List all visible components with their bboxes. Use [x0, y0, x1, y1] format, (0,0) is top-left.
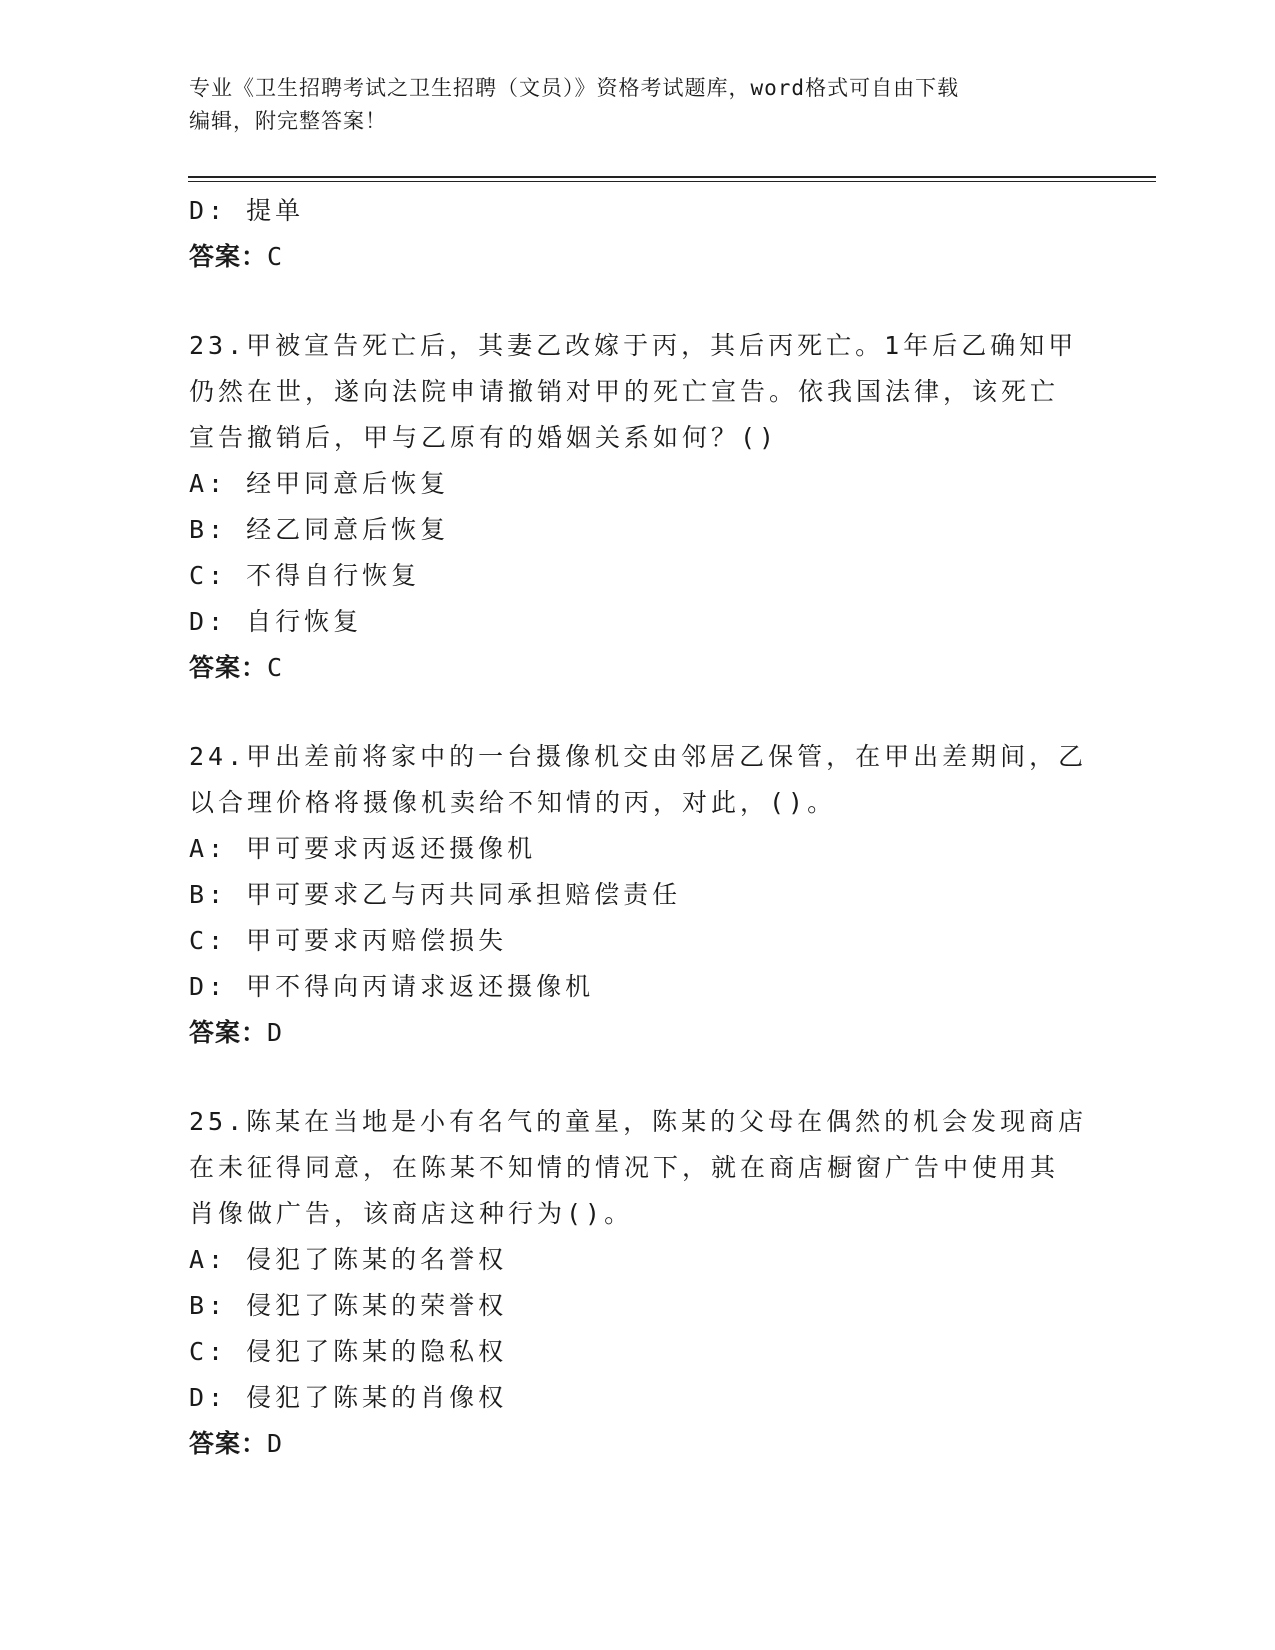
question-text-line: 以合理价格将摄像机卖给不知情的丙，对此，()。 — [189, 788, 837, 817]
question-text-line: 肖像做广告，该商店这种行为()。 — [189, 1199, 634, 1228]
option-d: D: 侵犯了陈某的肖像权 — [189, 1383, 508, 1412]
question-content — [189, 188, 1089, 1467]
answer-label: 答案： — [189, 1018, 268, 1047]
header-divider-thick — [188, 176, 1156, 178]
header-line-1: 专业《卫生招聘考试之卫生招聘（文员）》资格考试题库，word格式可自由下载 — [189, 76, 960, 100]
option-b: B: 侵犯了陈某的荣誉权 — [189, 1291, 508, 1320]
option-d: D: 自行恢复 — [189, 607, 363, 636]
answer-row — [189, 234, 1089, 280]
answer-value: C — [267, 653, 285, 682]
header-line-2: 编辑，附完整答案！ — [189, 109, 387, 133]
option-d: D: 提单 — [189, 196, 305, 225]
option-d: D: 甲不得向丙请求返还摄像机 — [189, 972, 595, 1001]
answer-label: 答案： — [189, 1429, 268, 1458]
option-c: C: 不得自行恢复 — [189, 561, 421, 590]
question-text-line: 23.甲被宣告死亡后，其妻乙改嫁于丙，其后丙死亡。1年后乙确知甲 — [189, 331, 1078, 360]
question-23 — [189, 323, 1089, 691]
option-b: B: 经乙同意后恢复 — [189, 515, 450, 544]
answer-value: D — [267, 1018, 285, 1047]
question-text-line: 25.陈某在当地是小有名气的童星，陈某的父母在偶然的机会发现商店 — [189, 1107, 1088, 1136]
option-b: B: 甲可要求乙与丙共同承担赔偿责任 — [189, 880, 682, 909]
question-text-line: 在未征得同意，在陈某不知情的情况下，就在商店橱窗广告中使用其 — [189, 1153, 1060, 1182]
answer-label: 答案： — [189, 653, 268, 682]
option-a: A: 甲可要求丙返还摄像机 — [189, 834, 537, 863]
answer-row — [189, 645, 1089, 691]
question-text-line: 仍然在世，遂向法院申请撤销对甲的死亡宣告。依我国法律，该死亡 — [189, 377, 1060, 406]
document-header — [189, 72, 1089, 138]
answer-value: D — [267, 1429, 285, 1458]
answer-value: C — [267, 242, 285, 271]
question-text-line: 24.甲出差前将家中的一台摄像机交由邻居乙保管，在甲出差期间，乙 — [189, 742, 1088, 771]
question-text-line: 宣告撤销后，甲与乙原有的婚姻关系如何？() — [189, 423, 779, 452]
question-24 — [189, 734, 1089, 1056]
answer-label: 答案： — [189, 242, 268, 271]
header-divider-thin — [188, 181, 1156, 182]
question-25 — [189, 1099, 1089, 1467]
answer-row — [189, 1421, 1089, 1467]
option-a: A: 经甲同意后恢复 — [189, 469, 450, 498]
option-a: A: 侵犯了陈某的名誉权 — [189, 1245, 508, 1274]
answer-row — [189, 1010, 1089, 1056]
option-c: C: 甲可要求丙赔偿损失 — [189, 926, 508, 955]
option-c: C: 侵犯了陈某的隐私权 — [189, 1337, 508, 1366]
